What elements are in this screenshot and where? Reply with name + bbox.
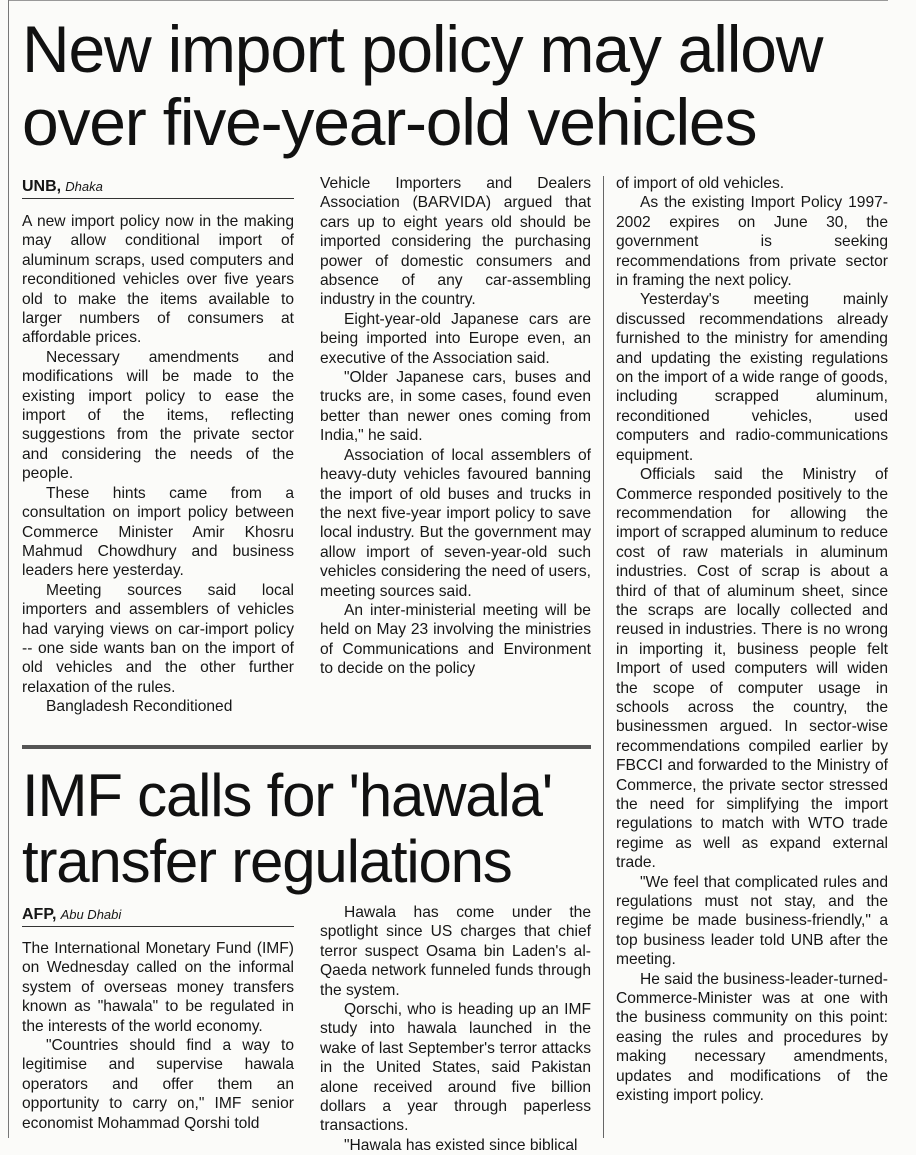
paragraph: "Countries should find a way to legitimise and supervise hawala operators and offer them an opportunity to carry on," IMF senior economist Mohammad Qorshi told xyxy=(22,1037,294,1132)
byline-location: Dhaka xyxy=(65,179,103,194)
paragraph: "Older Japanese cars, buses and trucks are, in some cases, found even better than newer ones coming from India," he said. xyxy=(320,369,591,445)
byline-unb xyxy=(22,177,294,199)
article2-column-2 xyxy=(320,903,591,1155)
paragraph: Officials said the Ministry of Commerce responded positively to the recommendation for allowing the import of scrapped aluminum to reduce cost of raw materials in aluminum industries. Cost of scrap is about a third of that of aluminum sheet, since the scraps are locally collected and reused in industries. There is no wrong in importing it, business people felt Import of used computers will widen the scope of computer usage in schools across the country, the businessmen argued. In sector-wise recommendations compiled earlier by FBCCI and forwarded to the Ministry of Commerce, the private sector stressed the need for simplifying the import regulations to match with WTO trade regime as well as expand external trade. xyxy=(616,466,888,872)
paragraph: These hints came from a consultation on import policy between Commerce Minister Amir Khosru Mahmud Chowdhury and business leaders here yesterday. xyxy=(22,484,294,580)
article2-column-1 xyxy=(22,939,294,1133)
paragraph: Necessary amendments and modifications will be made to the existing import policy to ease the import of the items, reflecting suggestions from the private sector and considering the needs of the people. xyxy=(22,348,294,483)
byline-location: Abu Dhabi xyxy=(60,907,122,922)
headline-2-line-2: transfer regulations xyxy=(22,828,512,895)
paragraph: Vehicle Importers and Dealers Association (BARVIDA) argued that cars up to eight years old should be imported considering the purchasing power of domestic consumers and absence of any car-assembling industry in the country. xyxy=(320,175,591,309)
paragraph: An inter-ministerial meeting will be held on May 23 involving the ministries of Communications and Environment to decide on the policy xyxy=(320,601,591,678)
headline-line-2: over five-year-old vehicles xyxy=(22,85,757,159)
paragraph: Qorschi, who is heading up an IMF study into hawala launched in the wake of last September's terror attacks in the United States, said Pakistan alone received around five billion dollars a year through paperless transactions. xyxy=(320,1001,591,1135)
paragraph: Hawala has come under the spotlight since US charges that chief terror suspect Osama bin Laden's al-Qaeda network funneled funds through the system. xyxy=(320,904,591,999)
column-rule xyxy=(603,176,604,1138)
paragraph: of import of old vehicles. xyxy=(616,175,785,192)
headline-2-line-1: IMF calls for 'hawala' xyxy=(22,762,553,829)
paragraph: Bangladesh Reconditioned xyxy=(46,698,233,716)
paragraph: The International Monetary Fund (IMF) on Wednesday called on the informal system of overseas money transfers known as "hawala" to be regulated in the interests of the world economy. xyxy=(22,940,294,1035)
paragraph: "Hawala has existed since biblical xyxy=(344,1136,578,1154)
top-border xyxy=(8,0,888,1)
article1-column-1 xyxy=(22,212,294,717)
headline-line-1: New import policy may allow xyxy=(22,12,823,86)
byline-afp xyxy=(22,905,294,927)
paragraph: "We feel that complicated rules and regulations must not stay, and the regime be made business-friendly," a top business leader told UNB after the meeting. xyxy=(616,873,888,969)
paragraph: As the existing Import Policy 1997-2002 expires on June 30, the government is seeking recommendations from private sector in framing the next policy. xyxy=(616,194,888,290)
page-left-edge xyxy=(8,0,9,1138)
article1-column-3 xyxy=(616,174,888,1106)
paragraph: Yesterday's meeting mainly discussed recommendations already furnished to the ministry for amending and updating the existing regulations on the import of a wide range of goods, including scrapped aluminum, reconditioned vehicles, used computers and radio-communications equipment. xyxy=(616,291,888,464)
paragraph: He said the business-leader-turned-Commerce-Minister was at one with the business community on this point: easing the rules and procedures by making necessary amendments, updates and modifications of the existing import policy. xyxy=(616,970,888,1105)
paragraph: Meeting sources said local importers and assemblers of vehicles had varying views on car-import policy -- one side wants ban on the import of old vehicles and the other further relaxation of the rules. xyxy=(22,581,294,696)
byline-source: AFP, xyxy=(22,906,57,923)
byline-source: UNB, xyxy=(22,178,62,195)
article-separator xyxy=(22,745,591,749)
article1-column-2 xyxy=(320,174,591,679)
paragraph: A new import policy now in the making may allow conditional import of aluminum scraps, used computers and reconditioned vehicles over five years old to make the items available to larger numbers of consumers at affordable prices. xyxy=(22,213,294,347)
paragraph: Eight-year-old Japanese cars are being imported into Europe even, an executive of the Association said. xyxy=(320,310,591,367)
paragraph: Association of local assemblers of heavy-duty vehicles favoured banning the import of old buses and trucks in the next five-year import policy to save local industry. But the government may allow import of seven-year-old such vehicles considering the need of users, meeting sources said. xyxy=(320,446,591,600)
